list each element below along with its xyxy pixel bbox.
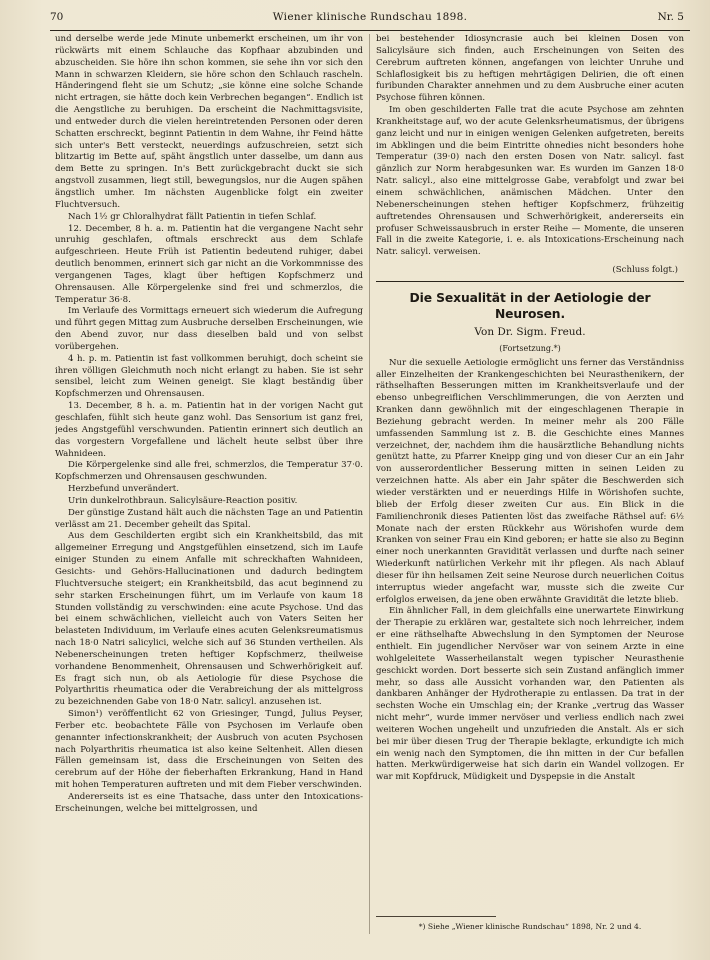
paragraph: bei bestehender Idiosyncrasie auch bei kleinen Dosen von Salicylsäure sich finden, auch Erscheinungen von Seiten des Cerebrum auftreten können, angefangen von leichter Unruhe und Schlaflosigkeit bis zu heftigen mehrtägigen Delirien, die oft einen furibunden Charakter annehmen und zu dem Ausbruche einer acuten Psychose führen können.	[376, 34, 684, 104]
running-head	[50, 8, 690, 31]
paragraph: 4 h. p. m. Patientin ist fast vollkommen beruhigt, doch scheint sie ihren völligen Gleichmuth noch nicht erlangt zu haben. Sie ist sehr sensibel, leicht zum Weinen geneigt. Sie klagt beständig über Kopfschmerzen und Ohrensausen.	[55, 353, 363, 400]
page-number: 70	[50, 11, 64, 23]
right-column	[376, 34, 684, 938]
paragraph: 12. December, 8 h. a. m. Patientin hat die vergangene Nacht sehr unruhig geschlafen, oftmals erschreckt aus dem Schlafe aufgeschrieen. Heute Früh ist Patientin bedeutend ruhiger, dabei deutlich benommen, erinnert sich gar nicht an die Vorkommnisse des vergangenen Tages, klagt über heftigen Kopfschmerz und Ohrensausen. Alle Körpergelenke sind frei und schmerzlos, die Temperatur 36·8.	[55, 223, 363, 305]
continuation-note: (Fortsetzung.*)	[499, 343, 561, 353]
issue-number: Nr. 5	[657, 11, 684, 23]
column-divider	[369, 34, 370, 934]
paragraph: Nur die sexuelle Aetiologie ermöglicht uns ferner das Verständniss aller Einzelheiten der Krankengeschichten bei Neurasthenikern, der räthselhaften Besserungen mitten im Krankheitsverlaufe und der ebenso unbegreiflichen Verschlimmerungen, die von Aerzten und Kranken dann gewöhnlich mit der eingeschlagenen Therapie in Beziehung gebracht werden. In meiner mehr als 200 Fälle umfassenden Sammlung ist z. B. die Geschichte eines Mannes verzeichnet, der, nachdem ihm die hausärztliche Behandlung nichts genützt hatte, zu Pfarrer Kneipp ging und von dieser Cur an ein Jahr von ausserordentlicher Besserung mitten in seinen Leiden zu verzeichnen hatte. Als aber ein Jahr später die Beschwerden sich wieder verstärkten und er neuerdings Hilfe in Wörishofen suchte, blieb der Erfolg dieser zweiten Cur aus. Ein Blick in die Familienchronik dieses Patienten löst das zweifache Räthsel auf: 6½ Monate nach der ersten Rückkehr aus Wörishofen wurde dem Kranken von seiner Frau ein Kind geboren; er hatte sie also zu Beginn einer noch unerkannten Gravidität verlassen und durfte nach seiner Wiederkunft natürlichen Verkehr mit ihr pflegen. Als nach Ablauf dieser für ihn heilsamen Zeit seine Neurose durch neuerlichen Coitus interruptus wieder angefacht war, musste sich die zweite Cur erfolglos erweisen, da jene oben erwähnte Gravidität die letzte blieb.	[376, 357, 684, 605]
paragraph: Simon¹) veröffentlicht 62 von Griesinger, Tungd, Julius Peyser, Ferber etc. beobachtete Fälle von Psychosen im Verlaufe oben genannter infectionskrankheit; der Ausbruch von acuten Psychosen nach Polyarthritis rheumatica ist also keine Seltenheit. Allen diesen Fällen gemeinsam ist, dass die Erscheinungen von Seiten des cerebrum auf der Höhe der fieberhaften Erkrankung, Hand in Hand mit hohen Temperaturen auftreten und mit dem Fieber verschwinden.	[55, 709, 363, 791]
article-author: Von Dr. Sigm. Freud.	[474, 325, 586, 338]
paragraph: Im Verlaufe des Vormittags erneuert sich wiederum die Aufregung und führt gegen Mittag zum Ausbruche derselben Erscheinungen, wie den Abend zuvor, nur dass dieselben bald und von selbst vorübergehen.	[55, 306, 363, 352]
paragraph: Andererseits ist es eine Thatsache, dass unter den Intoxications-Erscheinungen, welche bei mittelgrossen, und	[55, 792, 363, 814]
paragraph: Nach 1½ gr Chloralhydrat fällt Patientin in tiefen Schlaf.	[68, 211, 317, 222]
journal-title: Wiener klinische Rundschau 1898.	[272, 11, 468, 23]
left-column	[55, 34, 363, 938]
footnote-rule	[376, 916, 496, 917]
paragraph: Aus dem Geschilderten ergibt sich ein Krankheitsbild, das mit allgemeiner Erregung und Angstgefühlen einsetzend, sich im Laufe einiger Stunden zu einem Anfalle mit schreckhaften Wahnideen, Gesichts- und Gehörs-Hallucinationen und dadurch bedingtem Fluchtversuche steigert; ein Krankheitsbild, das acut beginnend zu sehr starken Erscheinungen führt, um im Verlaufe von kaum 18 Stunden vollständig zu verschwinden: eine acute Psychose. Und das bei einem schwächlichen, vielleicht auch von Vaters Seiten her belasteten Individuum, im Verlaufe eines acuten Gelenksreumatismus nach 18·0 Natri salicylici, welche sich auf 36 Stunden vertheilen. Als Nebenerscheinungen treten heftiger Kopfschmerz, theilweise vorhandene Benommenheit, Ohrensausen und Schwerhörigkeit auf. Es fragt sich nun, ob als Aetiologie für diese Psychose die Polyarthritis rheumatica oder die Verabreichung der als mittelgross zu bezeichnenden Gabe von 18·0 Natr. salicyl. anzusehen ist.	[55, 531, 363, 708]
paragraph: Urin dunkelrothbraun. Salicylsäure-Reaction positiv.	[68, 495, 298, 506]
paragraph: Der günstige Zustand hält auch die nächsten Tage an und Patientin verlässt am 21. December geheilt das Spital.	[55, 507, 363, 530]
signoff: (Schluss folgt.)	[612, 265, 678, 276]
paragraph: Ein ähnlicher Fall, in dem gleichfalls eine unerwartete Einwirkung der Therapie zu erklären war, gestaltete sich noch lehrreicher, indem er eine räthselhafte Abwechslung in den Symptomen der Neurose enthielt. Ein jugendlicher Nervöser war von seinem Arzte in eine wohlgeleitete Wasserheilanstalt wegen typischer Neurasthenie geschickt worden. Dort besserte sich sein Zustand anfänglich immer mehr, so dass alle Aussicht vorhanden war, den Patienten als dankbaren Anhänger der Hydrotherapie zu entlassen. Da trat in der sechsten Woche ein Umschlag ein; der Kranke „vertrug das Wasser nicht mehr“, wurde immer nervöser und verliess endlich nach zwei weiteren Wochen ungeheilt und unzufrieden die Anstalt. Als er sich bei mir über diesen Trug der Therapie beklagte, erkundigte ich mich ein wenig nach den Symptomen, die ihn mitten in der Cur befallen hatten. Merkwürdigerweise hat sich darin ein Wandel vollzogen. Er war mit Kopfdruck, Müdigkeit und Dyspepsie in die Anstalt	[376, 606, 684, 783]
paragraph: Die Körpergelenke sind alle frei, schmerzlos, die Temperatur 37·0. Kopfschmerzen und Ohrensausen geschwunden.	[55, 460, 363, 483]
paragraph: 13. December, 8 h. a. m. Patientin hat in der vorigen Nacht gut geschlafen, fühlt sich heute ganz wohl. Das Sensorium ist ganz frei, jedes Angstgefühl verschwunden. Patientin erinnert sich deutlich an das vorgestern Vorgefallene und lächelt heute selbst über ihre Wahnideen.	[55, 401, 363, 459]
section-rule	[376, 281, 684, 282]
paragraph: Im oben geschilderten Falle trat die acute Psychose am zehnten Krankheitstage auf, wo der acute Gelenksrheumatismus, der übrigens ganz leicht und nur in einigen wenigen Gelenken aufgetreten, bereits im Abklingen und die beim Eintritte ohnedies nicht besonders hohe Temperatur (39·0) nach den ersten Dosen von Natr. salicyl. fast gänzlich zur Norm herabgesunken war. Es wurden im Ganzen 18·0 Natr. salicyl., also eine mittelgrosse Gabe, verabfolgt und zwar bei einem schwächlichen, anämischen Mädchen. Unter den Nebenerscheinungen stehen heftiger Kopfschmerz, frühzeitig auftretendes Ohrensausen und Schwerhörigkeit, andererseits ein profuser Schweissausbruch in erster Reihe — Momente, die unseren Fall in die zweite Kategorie, i. e. als Intoxications-Erscheinung nach Natr. salicyl. verweisen.	[376, 105, 684, 258]
paragraph: und derselbe werde jede Minute unbemerkt erscheinen, um ihr von rückwärts mit einem Schlauche das Kopfhaar abzubinden und abzuscheiden. Sie höre ihn schon kommen, sie sehe ihn vor sich den Mann in schwarzen Kleidern, sie höre schon den Schlauch rascheln. Händeringend fleht sie um Schutz; „sie könne eine solche Schande nicht ertragen, sie hätte doch kein Verbrechen begangen“. Endlich ist die Aengstliche zu beruhigen. Da erscheint die Nachmittagsvisite, und entweder durch die vielen hereintretenden Personen oder deren Schatten erschreckt, beginnt Patientin in dem Wahne, ihr Feind hätte sich unter's Bett versteckt, neuerdings aufzuschreien, setzt sich blitzartig im Bette auf, späht ängstlich unter dasselbe, um dann aus dem Bette zu springen. In's Bett zurückgebracht duckt sie sich angstvoll zusammen, liegt still, bewegungslos, nur die Augen spähen ängstlich umher. Im nächsten Augenblicke folgt ein zweiter Fluchtversuch.	[55, 34, 363, 210]
article-title: Die Sexualität in der Aetiologie der Neurosen.	[409, 290, 651, 321]
footnote: *) Siehe „Wiener klinische Rundschau“ 1898, Nr. 2 und 4.	[418, 922, 642, 931]
paragraph: Herzbefund unverändert.	[68, 484, 179, 495]
